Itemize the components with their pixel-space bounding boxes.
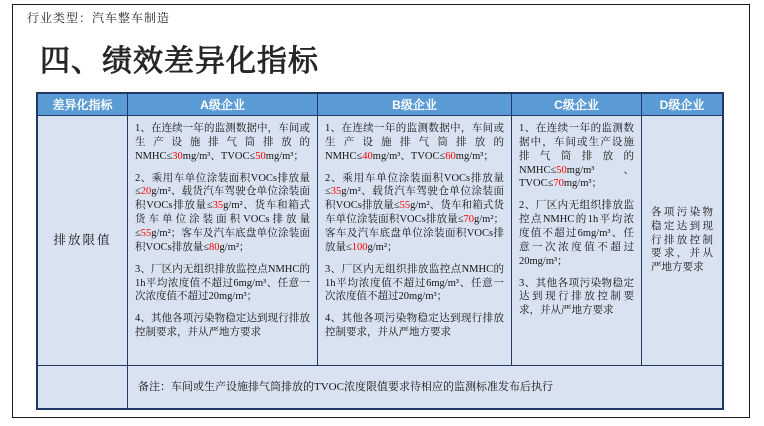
- note-cell: 备注：车间或生产设施排气筒排放的TVOC浓度限值要求待相应的监测标准发布后执行: [138, 380, 553, 393]
- header-cell-grade-b: B级企业: [318, 94, 512, 116]
- header-cell-grade-c: C级企业: [512, 94, 642, 116]
- grade-a-requirements-cell: 1、在连续一年的监测数据中，车间或生产设施排气筒排放的NMHC≤30mg/m³、TVOC≤50mg/m³； 2、乘用车单位涂装面积VOCs排放量≤20g/m²、载货汽车驾驶仓单位涂装面积VOCs排放量≤35g/m²、货车和箱式货车单位涂装面积VOCs排放量≤55g/m²；客车及汽车底盘单位涂装面积VOCs排放量≤80g/m²； 3、厂区内无组织排放监控点NMHC的1h平均浓度值不超过6mg/m³、任意一次浓度值不超过20mg/m³； 4、其他各项污染物稳定达到现行排放控制要求，并从严地方要求: [128, 116, 318, 366]
- header-cell-grade-d: D级企业: [642, 94, 722, 116]
- note-spacer-cell: [38, 366, 128, 408]
- grade-d-requirements-cell: 各项污染物稳定达到现行排放控制要求，并从严地方要求: [642, 116, 722, 366]
- header-cell-indicator: 差异化指标: [38, 94, 128, 116]
- grade-c-requirements-cell: 1、在连续一年的监测数据中，车间或生产设施排气筒排放的NMHC≤50mg/m³、TVOC≤70mg/m³； 2、厂区内无组织排放监控点NMHC的1h平均浓度值不超过6mg/m³、任意一次浓度值不超过20mg/m³； 3、其他各项污染物稳定达到现行排放控制要求，并从严地方要求: [512, 116, 642, 366]
- industry-label: 行业类型：汽车整车制造: [27, 11, 171, 25]
- row-label-emission-limits: 排放限值: [38, 116, 128, 366]
- performance-table: [36, 92, 724, 410]
- grade-b-requirements-cell: 1、在连续一年的监测数据中，车间或生产设施排气筒排放的NMHC≤40mg/m³、TVOC≤60mg/m³； 2、乘用车单位涂装面积VOCs排放量≤35g/m²、载货汽车驾驶仓单位涂装面积VOCs排放量≤55g/m²、货车和箱式货车单位涂装面积VOCs排放量≤70g/m²；客车及汽车底盘单位涂装面积VOCs排放量≤100g/m²； 3、厂区内无组织排放监控点NMHC的1h平均浓度值不超过6mg/m³、任意一次浓度值不超过20mg/m³； 4、其他各项污染物稳定达到现行排放控制要求，并从严地方要求: [318, 116, 512, 366]
- page-title: 四、绩效差异化指标: [40, 45, 319, 78]
- header-cell-grade-a: A级企业: [128, 94, 318, 116]
